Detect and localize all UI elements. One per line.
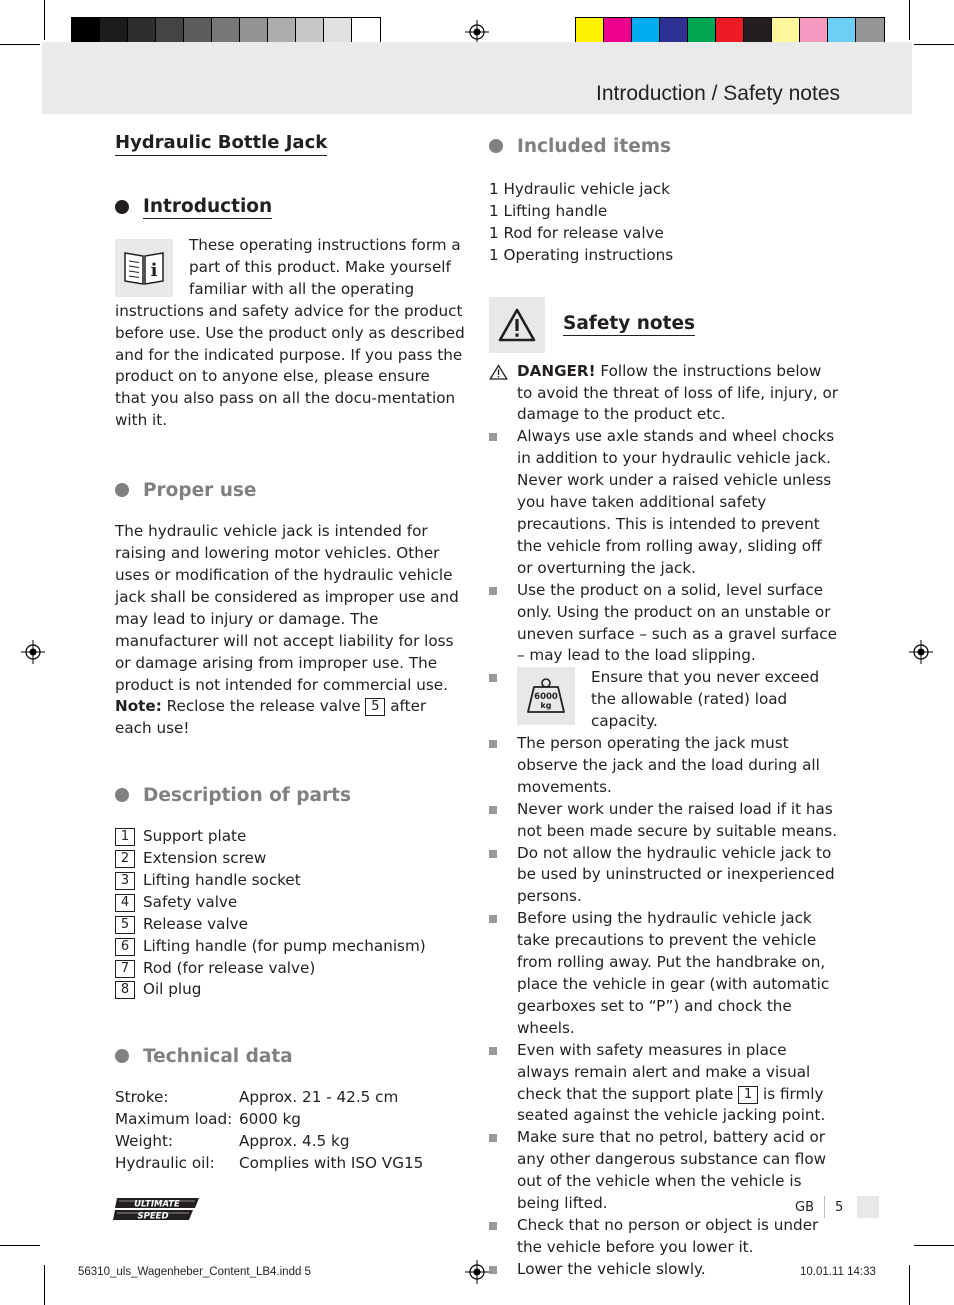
list-item: 4 Safety valve [115, 892, 465, 914]
registration-mark-icon [21, 640, 45, 664]
svg-text:ULTIMATE: ULTIMATE [134, 1199, 180, 1210]
included-items-list [489, 179, 841, 267]
bullet-square-icon [489, 806, 497, 814]
part-number-ref: 5 [365, 698, 385, 716]
svg-text:i: i [150, 260, 158, 281]
bullet-square-icon [489, 1047, 497, 1055]
left-column [115, 130, 465, 1175]
list-item: 1 Hydraulic vehicle jack [489, 180, 670, 198]
list-item: The person operating the jack must observe the jack and the load during all movements. [489, 733, 841, 799]
list-item: Always use axle stands and wheel chocks in addition to your hydraulic vehicle jack. Never work under a raised vehicle unless you have taken additional safety precautions. This is intended to prevent the vehicle from rolling away, sliding off or overturning the jack. [489, 426, 841, 579]
section-heading-introduction: Introduction [115, 193, 465, 221]
bullet-square-icon [489, 740, 497, 748]
svg-text:SPEED: SPEED [137, 1211, 169, 1222]
section-heading-proper-use: Proper use [115, 476, 465, 504]
list-item: 3 Lifting handle socket [115, 870, 465, 892]
list-item: Even with safety measures in place always remain alert and make a visual check that the support plate 1 is firmly seated against the vehicle jacking point. [489, 1040, 841, 1128]
svg-text:6000: 6000 [534, 692, 558, 703]
page-header [42, 42, 912, 114]
proper-use-text: The hydraulic vehicle jack is intended for raising and lowering motor vehicles. Other uses or modification of the hydraulic vehicle jack shall be considered as improper use and may lead to injury or damage. The manufacturer will not accept liability for loss or damage arising from improper use. The product is not intended for commercial use. [115, 522, 459, 694]
page-number: 5 [835, 1199, 844, 1215]
info-book-icon [115, 239, 173, 297]
table-row: Stroke: Approx. 21 - 42.5 cm [115, 1088, 399, 1107]
safety-notes-list [489, 361, 844, 1281]
proper-use-note: Note: Reclose the release valve 5 after each use! [115, 697, 427, 738]
parts-list [115, 826, 465, 1001]
list-item: Do not allow the hydraulic vehicle jack to be used by uninstructed or inexperienced persons. [489, 843, 841, 909]
bullet-square-icon [489, 1266, 497, 1274]
language-code: GB [795, 1199, 814, 1215]
crop-mark [44, 1265, 45, 1305]
danger-triangle-icon [489, 364, 508, 380]
bullet-square-icon [489, 1134, 497, 1142]
list-item: Use the product on a solid, level surface only. Using the product on an unstable or uneven surface – such as a gravel surface – may lead to the load slipping. [489, 580, 841, 668]
list-item: 7 Rod (for release valve) [115, 958, 465, 980]
list-item: 8 Oil plug [115, 979, 465, 1001]
intro-text: These operating instructions form a part of this product. Make yourself familiar with all the operating instructions and safety advice for the product before use. Use the product only as described and for the indicated purpose. If you pass the product on to anyone else, please ensure that you also pass on all the docu-mentation with it. [115, 236, 465, 430]
registration-mark-icon [465, 20, 489, 44]
list-item: 6 Lifting handle (for pump mechanism) [115, 936, 465, 958]
slug-date: 10.01.11 14:33 [800, 1266, 876, 1278]
list-item: Lower the vehicle slowly. [489, 1259, 841, 1281]
part-number-ref: 1 [738, 1086, 758, 1104]
list-item: 1 Support plate [115, 826, 465, 848]
crop-mark [914, 1245, 954, 1246]
table-row: Hydraulic oil: Complies with ISO VG15 [115, 1154, 424, 1173]
registration-mark-icon [465, 1260, 489, 1284]
technical-data-table [115, 1087, 465, 1175]
bullet-dot-icon [489, 139, 503, 153]
section-heading-description-of-parts: Description of parts [115, 781, 465, 809]
list-item: Never work under the raised load if it has not been made secure by suitable means. [489, 799, 841, 843]
warning-triangle-icon [489, 297, 545, 353]
bullet-square-icon [489, 674, 497, 682]
list-item: Before using the hydraulic vehicle jack take precautions to prevent the vehicle from rolling away. Put the handbrake on, place the vehicle in gear (with automatic gearboxes set to “P”) and chock the wheels. [489, 908, 841, 1039]
list-item: 6000 kg Ensure that you never exceed the allowable (rated) load capacity. [489, 667, 841, 733]
bullet-square-icon [489, 1222, 497, 1230]
bullet-dot-icon [115, 200, 129, 214]
table-row: Weight: Approx. 4.5 kg [115, 1132, 350, 1151]
table-row: Maximum load: 6000 kg [115, 1110, 301, 1129]
list-item: Make sure that no petrol, battery acid or any other dangerous substance can flow out of the vehicle when the vehicle is being lifted. [489, 1127, 841, 1215]
document-title: Hydraulic Bottle Jack [115, 132, 327, 156]
danger-notice: DANGER! Follow the instructions below to avoid the threat of loss of life, injury, or damage to the product etc. [489, 361, 841, 427]
list-item: 2 Extension screw [115, 848, 465, 870]
crop-mark [44, 0, 45, 40]
bullet-square-icon [489, 850, 497, 858]
bullet-square-icon [489, 433, 497, 441]
load-weight-icon [517, 667, 575, 725]
section-heading-safety-notes: Safety notes [489, 297, 841, 353]
crop-mark [0, 44, 40, 45]
crop-mark [914, 44, 954, 45]
bullet-square-icon [489, 587, 497, 595]
right-column [489, 130, 844, 1281]
page-footer [795, 1196, 879, 1218]
svg-text:kg: kg [540, 701, 552, 711]
crop-mark [0, 1245, 40, 1246]
list-item: Check that no person or object is under the vehicle before you lower it. [489, 1215, 841, 1259]
crop-mark [909, 0, 910, 40]
bullet-dot-icon [115, 483, 129, 497]
list-item: 1 Operating instructions [489, 245, 674, 264]
registration-mark-icon [909, 640, 933, 664]
section-heading-technical-data: Technical data [115, 1042, 465, 1070]
bullet-square-icon [489, 915, 497, 923]
list-item: 1 Lifting handle [489, 201, 608, 220]
intro-block [115, 235, 465, 432]
crop-mark [909, 1265, 910, 1305]
bullet-dot-icon [115, 788, 129, 802]
list-item: 1 Rod for release valve [489, 223, 664, 242]
page-title: Introduction / Safety notes [596, 82, 840, 105]
section-heading-included-items: Included items [489, 132, 841, 160]
bullet-dot-icon [115, 1049, 129, 1063]
brand-logo [113, 1196, 203, 1226]
list-item: 5 Release valve [115, 914, 465, 936]
slug-filename: 56310_uls_Wagenheber_Content_LB4.indd 5 [78, 1266, 311, 1278]
